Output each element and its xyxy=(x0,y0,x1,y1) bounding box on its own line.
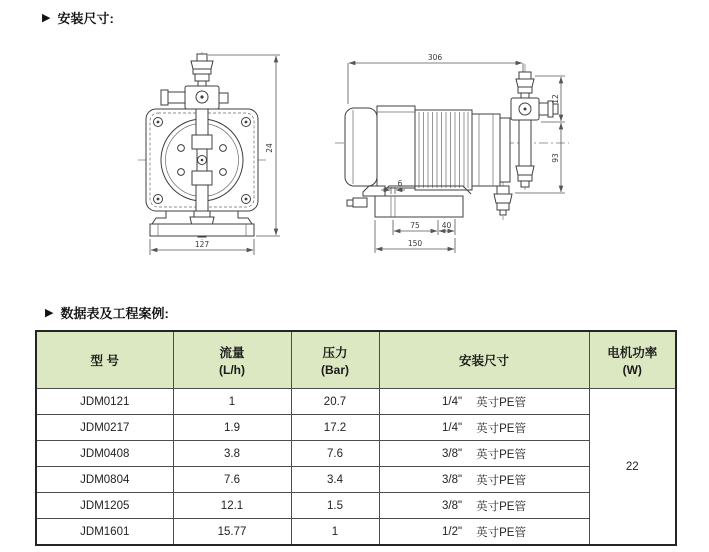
pipe-type: 英寸PE管 xyxy=(476,396,526,409)
header-flow-line2: (L/h) xyxy=(219,363,245,377)
pipe-type: 英寸PE管 xyxy=(476,422,526,435)
cell-model: JDM1205 xyxy=(36,493,173,519)
cell-flow: 1.9 xyxy=(173,415,291,441)
cell-model: JDM0408 xyxy=(36,441,173,467)
section-bullet-icon: ▶ xyxy=(45,307,54,319)
table-row xyxy=(36,519,676,546)
cell-flow: 3.8 xyxy=(173,441,291,467)
cell-model: JDM1601 xyxy=(36,519,173,546)
section-title-text: 安装尺寸: xyxy=(57,11,114,26)
cell-size xyxy=(379,467,589,493)
table-row xyxy=(36,415,676,441)
side-view-drawing xyxy=(333,46,573,261)
table-header-row xyxy=(36,331,676,389)
cell-size xyxy=(379,441,589,467)
size-value: 1/2" xyxy=(442,525,463,538)
header-flow-line1: 流量 xyxy=(219,346,245,360)
cell-flow: 7.6 xyxy=(173,467,291,493)
section-bullet-icon: ▶ xyxy=(42,12,51,24)
cell-model: JDM0217 xyxy=(36,415,173,441)
header-pressure-line2: (Bar) xyxy=(320,363,349,377)
cell-flow: 15.77 xyxy=(173,519,291,546)
pipe-type: 英寸PE管 xyxy=(476,474,526,487)
header-pressure xyxy=(291,331,379,389)
header-pressure-line1: 压力 xyxy=(322,346,348,360)
dim-label-body-height: 93 xyxy=(551,153,560,163)
cell-flow: 12.1 xyxy=(173,493,291,519)
header-power-line1: 电机功率 xyxy=(607,346,658,360)
cell-model: JDM0121 xyxy=(36,389,173,415)
cell-pressure: 20.7 xyxy=(291,389,379,415)
dim-label-valve-height: 12 xyxy=(551,94,560,104)
cell-model: JDM0804 xyxy=(36,467,173,493)
size-value: 3/8" xyxy=(442,499,463,512)
header-power xyxy=(589,331,676,389)
dim-label-side-length: 306 xyxy=(427,53,443,62)
header-flow xyxy=(173,331,291,389)
cell-size xyxy=(379,389,589,415)
size-value: 1/4" xyxy=(442,395,463,408)
dim-label-front-width: 127 xyxy=(194,240,210,249)
table-row xyxy=(36,467,676,493)
front-view-drawing xyxy=(122,52,322,260)
cell-pressure: 1 xyxy=(291,519,379,546)
header-model: 型 号 xyxy=(36,331,173,389)
dim-label-front-height: 24 xyxy=(265,143,274,153)
spec-table xyxy=(35,330,677,546)
size-value: 3/8" xyxy=(442,447,463,460)
table-row xyxy=(36,441,676,467)
section-title-text: 数据表及工程案例: xyxy=(60,306,169,321)
cell-size xyxy=(379,519,589,546)
section-datatable-title xyxy=(45,303,169,322)
cell-size xyxy=(379,493,589,519)
size-value: 1/4" xyxy=(442,421,463,434)
table-row xyxy=(36,389,676,415)
dim-label-slot: 6 xyxy=(397,179,403,188)
cell-pressure: 1.5 xyxy=(291,493,379,519)
dim-label-base-length: 150 xyxy=(407,239,423,248)
cell-size xyxy=(379,415,589,441)
header-size: 安装尺寸 xyxy=(379,331,589,389)
cell-pressure: 3.4 xyxy=(291,467,379,493)
pipe-type: 英寸PE管 xyxy=(476,526,526,539)
header-power-line2: (W) xyxy=(622,363,642,377)
size-value: 3/8" xyxy=(442,473,463,486)
dim-label-foot-span: 75 xyxy=(410,221,420,230)
pipe-type: 英寸PE管 xyxy=(476,500,526,513)
cell-flow: 1 xyxy=(173,389,291,415)
cell-pressure: 7.6 xyxy=(291,441,379,467)
cell-pressure: 17.2 xyxy=(291,415,379,441)
section-installation-title xyxy=(42,8,114,27)
cell-motor-power: 22 xyxy=(589,389,676,546)
table-row xyxy=(36,493,676,519)
pipe-type: 英寸PE管 xyxy=(476,448,526,461)
dim-label-foot-edge: 40 xyxy=(441,221,452,230)
